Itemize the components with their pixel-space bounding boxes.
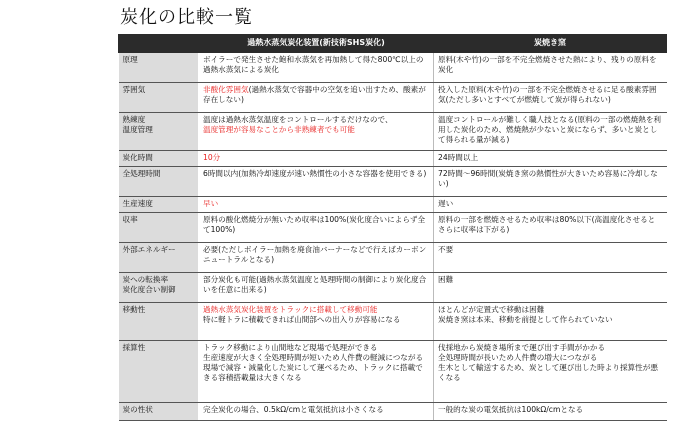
cell-shs [199, 167, 434, 197]
cell-text: 原料(木や竹)の一部を不完全燃焼させた熱により、残りの原料を炭化 [438, 55, 657, 75]
cell-kiln [434, 83, 667, 113]
cell-kiln [434, 151, 667, 167]
row-label-text: 炭の性状 [122, 405, 153, 414]
table-row [119, 151, 667, 167]
row-label [119, 197, 199, 213]
row-label-text: 炭化度合い制御 [122, 285, 176, 295]
cell-text: ほとんどが定置式で移動は困難 [438, 305, 545, 314]
cell-kiln [434, 113, 667, 151]
row-label-text: 生産速度 [122, 199, 153, 208]
cell-text: トラック移動により山間地など現場で処理ができる [203, 343, 378, 352]
cell-text: 困難 [438, 275, 454, 284]
highlight-text: 早い [203, 199, 219, 208]
row-label [119, 53, 199, 83]
cell-text: 必要(ただしボイラー加熱を廃食油バーナーなどで行えばカーボンニュートラルとなる) [203, 245, 427, 265]
cell-text: 原料の酸化燃焼分が無いため収率は100%(炭化度合いによらず全て100%) [203, 215, 426, 235]
comparison-table [118, 34, 667, 421]
header-category [119, 35, 199, 53]
row-label [119, 243, 199, 273]
cell-shs [199, 303, 434, 341]
table-row [119, 53, 667, 83]
row-label [119, 273, 199, 303]
cell-kiln [434, 53, 667, 83]
row-label [119, 83, 199, 113]
row-label [119, 167, 199, 197]
cell-kiln [434, 273, 667, 303]
cell-shs [199, 83, 434, 113]
page-title: 炭化の比較一覧 [120, 7, 253, 28]
cell-text: 遅い [438, 199, 454, 208]
row-label-text: 炭化時間 [122, 153, 153, 162]
cell-text: 温度コントロールが難しく職人技となる(原料の一部の燃焼熱を利用した炭化のため、燃焼熱が少ないと炭にならず、多いと炭として得られる量が減る) [438, 115, 662, 145]
cell-text: 全処理時間が長いため人件費の増大につながる [438, 353, 598, 363]
cell-text: ボイラーで発生させた飽和水蒸気を再加熱して得た800℃以上の過熱水蒸気による炭化 [203, 55, 424, 75]
row-label [119, 341, 199, 403]
table-row [119, 243, 667, 273]
cell-text: 原料の一部を燃焼させるため収率は80%以下(高温度化させるとさらに収率は下がる) [438, 215, 656, 235]
row-label-text: 収率 [122, 215, 138, 224]
cell-shs [199, 151, 434, 167]
highlight-text: 温度管理が容易なことから非熟練者でも可能 [203, 125, 355, 135]
cell-shs [199, 197, 434, 213]
cell-kiln [434, 167, 667, 197]
cell-kiln [434, 403, 667, 421]
cell-shs [199, 113, 434, 151]
table-row [119, 113, 667, 151]
row-label-text: 雰囲気 [122, 85, 146, 94]
table-row [119, 83, 667, 113]
header-shs: 過熱水蒸気炭化装置(新技術SHS炭化) [199, 35, 434, 53]
row-label [119, 303, 199, 341]
table-body [119, 53, 667, 421]
table-row [119, 273, 667, 303]
cell-text: 一般的な炭の電気抵抗は100kΩ/cmとなる [438, 405, 584, 414]
row-label-text: 採算性 [122, 343, 146, 352]
row-label-text: 全処理時間 [122, 169, 161, 178]
cell-shs [199, 341, 434, 403]
row-label [119, 403, 199, 421]
cell-text: 投入した原料(木や竹)の一部を不完全燃焼させるに足る酸素雰囲気(ただし多いとすべてが燃焼して炭が得られない) [438, 85, 657, 105]
table-row [119, 197, 667, 213]
row-label-text: 熟練度 [122, 115, 146, 124]
cell-text: 特に軽トラに積載できれば山間部への出入りが容易になる [203, 315, 401, 325]
cell-kiln [434, 303, 667, 341]
cell-text: 完全炭化の場合、0.5kΩ/cmと電気抵抗は小さくなる [203, 405, 384, 414]
cell-text: 部分炭化も可能(過熱水蒸気温度と処理時間の制御により炭化度合いを任意に出来る) [203, 275, 427, 295]
row-label-text: 炭への転換率 [122, 275, 169, 284]
cell-text: 72時間〜96時間(炭焼き窯の熱慣性が大きいため容易に冷却しない) [438, 169, 658, 189]
row-label-text: 温度管理 [122, 125, 153, 135]
table-row [119, 167, 667, 197]
table-row [119, 303, 667, 341]
cell-kiln [434, 213, 667, 243]
cell-text: 生木として輸送するため、炭として運び出した時より採算性が悪くなる [438, 363, 658, 383]
cell-text: 不要 [438, 245, 454, 254]
cell-shs [199, 53, 434, 83]
row-label [119, 113, 199, 151]
cell-kiln [434, 197, 667, 213]
table-row [119, 213, 667, 243]
cell-kiln [434, 341, 667, 403]
highlight-text: 過熱水蒸気炭化装置をトラックに搭載して移動可能 [203, 305, 378, 314]
row-label [119, 151, 199, 167]
highlight-text: 非酸化雰囲気 [203, 85, 249, 94]
cell-text: 生産速度が大きく全処理時間が短いため人件費の軽減につながる [203, 353, 424, 363]
highlight-text: 10分 [203, 153, 221, 162]
cell-shs [199, 273, 434, 303]
cell-text: (過熱水蒸気で容器中の空気を追い出すため、酸素が存在しない) [203, 85, 426, 105]
cell-kiln [434, 243, 667, 273]
row-label-text: 移動性 [122, 305, 146, 314]
cell-text: 伐採地から炭焼き場所まで運び出す手間がかかる [438, 343, 606, 352]
table-header-row [119, 35, 667, 53]
row-label-text: 原理 [122, 55, 138, 64]
cell-text: 6時間以内(加熱冷却速度が速い熱慣性の小さな容器を使用できる) [203, 169, 427, 178]
table-row [119, 403, 667, 421]
cell-shs [199, 243, 434, 273]
cell-text: 現場で減容・減量化した炭にして運べるため、トラックに搭載できる容積搭載量は大きくなる [203, 363, 423, 383]
cell-shs [199, 213, 434, 243]
cell-text: 24時間以上 [438, 153, 479, 162]
cell-text: 炭焼き窯は本来、移動を前提として作られていない [438, 315, 613, 325]
cell-text: 温度は過熱水蒸気温度をコントロールするだけなので、 [203, 115, 393, 124]
header-kiln: 炭焼き窯 [434, 35, 667, 53]
cell-shs [199, 403, 434, 421]
row-label [119, 213, 199, 243]
table-row [119, 341, 667, 403]
row-label-text: 外部エネルギー [122, 245, 176, 254]
